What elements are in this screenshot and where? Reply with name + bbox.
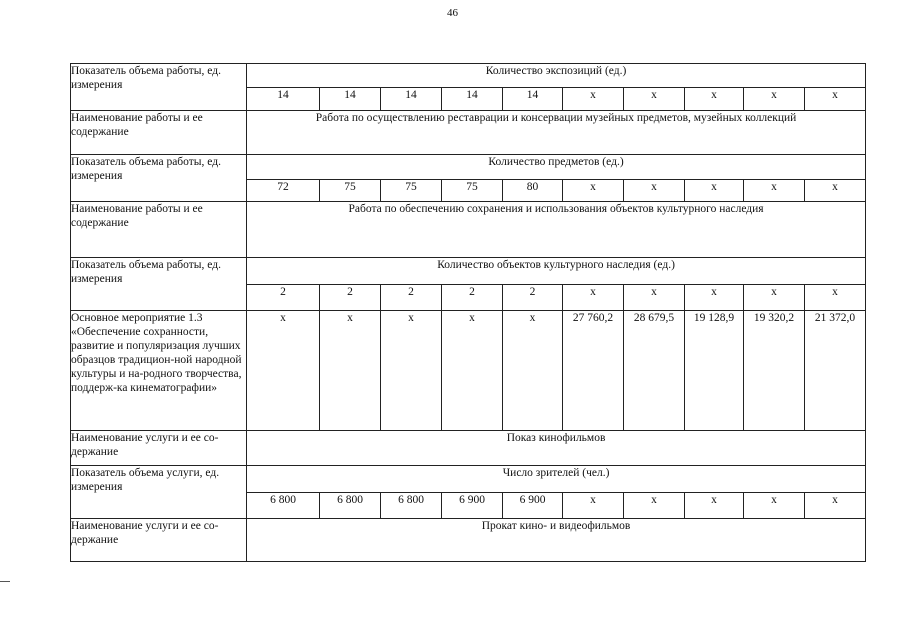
row-label: Наименование услуги и ее со-держание <box>71 519 247 562</box>
value-cell: x <box>685 180 744 202</box>
value-cell: x <box>685 88 744 111</box>
value-cell: 28 679,5 <box>624 311 685 431</box>
value-cell: 75 <box>320 180 381 202</box>
value-cell: 6 900 <box>503 493 563 519</box>
page-number: 46 <box>447 7 458 19</box>
margin-mark <box>0 581 10 582</box>
row-label: Основное мероприятие 1.3 «Обеспечение сохранности, развитие и популяризация лучших образцов традицион-ной народной культуры и на-родного творчества, поддерж-ка кинематографии» <box>71 311 247 431</box>
indicator-title: Число зрителей (чел.) <box>247 466 866 493</box>
value-cell: 2 <box>503 285 563 311</box>
value-cell: x <box>805 88 866 111</box>
value-cell: 75 <box>381 180 442 202</box>
row-label: Наименование работы и ее содержание <box>71 111 247 155</box>
value-cell: x <box>381 311 442 431</box>
value-cell: x <box>744 88 805 111</box>
table-row <box>71 111 866 155</box>
table-row <box>71 155 866 180</box>
value-cell: x <box>624 493 685 519</box>
table-row <box>71 519 866 562</box>
table-row <box>71 466 866 493</box>
value-cell: x <box>503 311 563 431</box>
value-cell: 19 320,2 <box>744 311 805 431</box>
value-cell: 6 800 <box>381 493 442 519</box>
value-cell: 14 <box>503 88 563 111</box>
work-description: Работа по осуществлению реставрации и консервации музейных предметов, музейных коллекций <box>247 111 866 155</box>
value-cell: x <box>744 493 805 519</box>
value-cell: 6 900 <box>442 493 503 519</box>
value-cell: 14 <box>247 88 320 111</box>
value-cell: x <box>685 493 744 519</box>
value-cell: x <box>442 311 503 431</box>
row-label: Показатель объема работы, ед. измерения <box>71 64 247 111</box>
value-cell: 2 <box>247 285 320 311</box>
value-cell: 72 <box>247 180 320 202</box>
value-cell: x <box>744 285 805 311</box>
value-cell: x <box>563 180 624 202</box>
value-cell: x <box>685 285 744 311</box>
value-cell: 75 <box>442 180 503 202</box>
value-cell: x <box>247 311 320 431</box>
table-row <box>71 431 866 466</box>
table-row <box>71 311 866 431</box>
row-label: Показатель объема работы, ед. измерения <box>71 258 247 311</box>
value-cell: x <box>805 493 866 519</box>
row-label: Наименование услуги и ее со-держание <box>71 431 247 466</box>
value-cell: x <box>624 88 685 111</box>
value-cell: x <box>320 311 381 431</box>
row-label: Наименование работы и ее содержание <box>71 202 247 258</box>
value-cell: x <box>563 88 624 111</box>
table-row <box>71 202 866 258</box>
value-cell: 14 <box>381 88 442 111</box>
table-row <box>71 64 866 88</box>
indicator-title: Количество экспозиций (ед.) <box>247 64 866 88</box>
value-cell: 14 <box>320 88 381 111</box>
row-label: Показатель объема услуги, ед. измерения <box>71 466 247 519</box>
value-cell: x <box>624 180 685 202</box>
value-cell: 19 128,9 <box>685 311 744 431</box>
work-description: Показ кинофильмов <box>247 431 866 466</box>
work-description: Работа по обеспечению сохранения и использования объектов культурного наследия <box>247 202 866 258</box>
value-cell: 27 760,2 <box>563 311 624 431</box>
value-cell: 2 <box>320 285 381 311</box>
table-row <box>71 258 866 285</box>
indicator-title: Количество предметов (ед.) <box>247 155 866 180</box>
value-cell: x <box>805 285 866 311</box>
value-cell: 14 <box>442 88 503 111</box>
value-cell: x <box>624 285 685 311</box>
value-cell: 80 <box>503 180 563 202</box>
work-description: Прокат кино- и видеофильмов <box>247 519 866 562</box>
value-cell: x <box>744 180 805 202</box>
value-cell: x <box>563 493 624 519</box>
value-cell: 2 <box>442 285 503 311</box>
row-label: Показатель объема работы, ед. измерения <box>71 155 247 202</box>
value-cell: 21 372,0 <box>805 311 866 431</box>
value-cell: x <box>805 180 866 202</box>
indicators-table <box>70 63 866 562</box>
indicator-title: Количество объектов культурного наследия (ед.) <box>247 258 866 285</box>
value-cell: 6 800 <box>320 493 381 519</box>
value-cell: 6 800 <box>247 493 320 519</box>
value-cell: 2 <box>381 285 442 311</box>
value-cell: x <box>563 285 624 311</box>
